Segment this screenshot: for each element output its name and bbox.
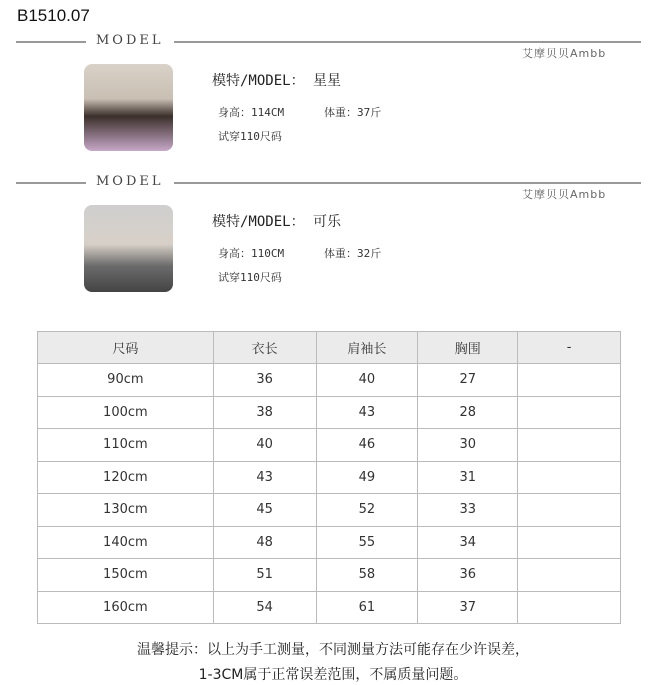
table-row: [38, 461, 621, 494]
table-cell: 160cm: [38, 591, 214, 624]
table-cell: [518, 591, 621, 624]
table-cell: 37: [418, 591, 518, 624]
header-chest: 胸围: [418, 332, 518, 364]
table-cell: 90cm: [38, 364, 214, 397]
table-header-row: [38, 332, 621, 364]
model-label: MODEL: [96, 174, 164, 189]
table-cell: 61: [316, 591, 418, 624]
table-cell: 150cm: [38, 559, 214, 592]
table-cell: 30: [418, 429, 518, 462]
header-size: 尺码: [38, 332, 214, 364]
table-cell: 54: [213, 591, 316, 624]
table-cell: 34: [418, 526, 518, 559]
model-weight: 体重：37斤: [324, 106, 382, 119]
table-cell: 45: [213, 494, 316, 527]
table-row: [38, 429, 621, 462]
note-line-1: 温馨提示：以上为手工测量，不同测量方法可能存在少许误差，: [137, 642, 529, 658]
table-cell: 43: [213, 461, 316, 494]
table-cell: 51: [213, 559, 316, 592]
divider: [174, 41, 641, 43]
model-tried-size: 试穿110尺码: [218, 271, 282, 284]
table-cell: 52: [316, 494, 418, 527]
model-height: 身高：110CM: [218, 247, 285, 260]
model-tried-size: 试穿110尺码: [218, 130, 282, 143]
table-cell: [518, 429, 621, 462]
model-name: 模特/MODEL： 可乐: [212, 214, 342, 230]
header-shoulder-sleeve: 肩袖长: [316, 332, 418, 364]
divider: [16, 41, 86, 43]
size-table: [37, 331, 621, 624]
table-cell: 27: [418, 364, 518, 397]
model-label: MODEL: [96, 33, 164, 48]
table-cell: 40: [316, 364, 418, 397]
brand-text: 艾摩贝贝Ambb: [522, 188, 607, 201]
table-cell: [518, 461, 621, 494]
brand-text: 艾摩贝贝Ambb: [522, 47, 607, 60]
table-cell: [518, 396, 621, 429]
model-height: 身高：114CM: [218, 106, 285, 119]
table-cell: [518, 559, 621, 592]
table-row: [38, 494, 621, 527]
table-cell: 100cm: [38, 396, 214, 429]
table-cell: 58: [316, 559, 418, 592]
model-photo: [84, 205, 173, 292]
table-row: [38, 559, 621, 592]
table-cell: 46: [316, 429, 418, 462]
table-cell: 31: [418, 461, 518, 494]
table-cell: 130cm: [38, 494, 214, 527]
table-cell: 28: [418, 396, 518, 429]
header-length: 衣长: [213, 332, 316, 364]
model-photo: [84, 64, 173, 151]
table-row: [38, 526, 621, 559]
table-cell: 36: [213, 364, 316, 397]
table-row: [38, 364, 621, 397]
table-cell: 33: [418, 494, 518, 527]
table-cell: 110cm: [38, 429, 214, 462]
table-cell: 43: [316, 396, 418, 429]
model-weight: 体重：32斤: [324, 247, 382, 260]
divider: [16, 182, 86, 184]
table-row: [38, 591, 621, 624]
table-cell: 40: [213, 429, 316, 462]
product-code: B1510.07: [17, 6, 90, 25]
table-cell: 48: [213, 526, 316, 559]
model-name: 模特/MODEL： 星星: [212, 73, 342, 89]
table-cell: 36: [418, 559, 518, 592]
table-row: [38, 396, 621, 429]
table-cell: 49: [316, 461, 418, 494]
table-cell: 55: [316, 526, 418, 559]
header-extra: -: [518, 332, 621, 364]
table-cell: 38: [213, 396, 316, 429]
note-line-2: 1-3CM属于正常误差范围，不属质量问题。: [198, 667, 468, 683]
table-cell: [518, 364, 621, 397]
divider: [174, 182, 641, 184]
table-cell: [518, 494, 621, 527]
table-cell: 120cm: [38, 461, 214, 494]
table-cell: [518, 526, 621, 559]
table-cell: 140cm: [38, 526, 214, 559]
